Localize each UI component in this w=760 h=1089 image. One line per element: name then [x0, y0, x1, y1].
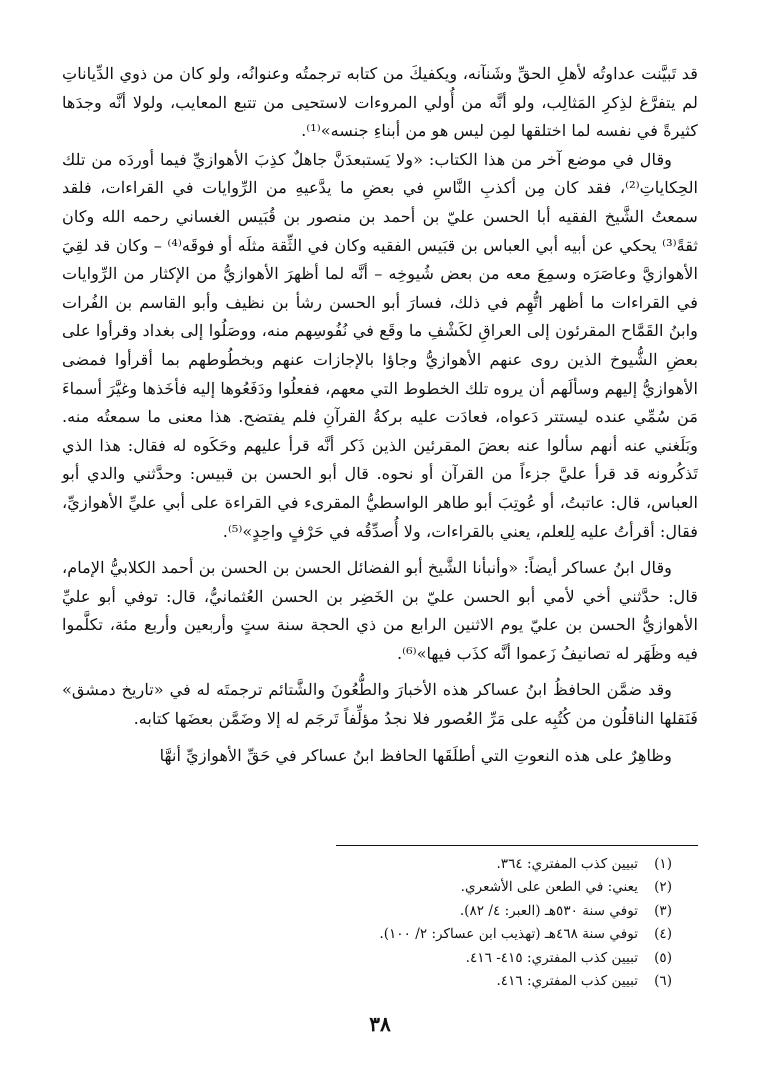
- footnote: [62, 853, 698, 876]
- footnote-number: (٥): [654, 949, 672, 966]
- paragraph-4: وقد ضمَّن الحافظُ ابنُ عساكر هذه الأخبارَ والطُّعُونَ والشَّتائم ترجمتَه له في «تاريخ دمشق» فَنَقلها الناقلُون من كُتُبِه على مَرِّ العُصور فلا نجدُ مؤلِّفاً تَرجَم له إلا وضَمَّن بعضَها كتابه.: [62, 680, 698, 729]
- footnote-number: (٦): [654, 973, 672, 990]
- footnote-text: توفي سنة ٤٦٨هـ (تهذيب ابن عساكر: ٢/ ١٠٠).: [379, 926, 638, 943]
- main-text: [62, 60, 698, 770]
- footnote: [62, 923, 698, 946]
- footnote-number: (١): [654, 856, 672, 872]
- footnote: [62, 970, 698, 993]
- footnote-text: توفي سنة ٥٣٠هـ (العبر: ٤/ ٨٢).: [459, 902, 638, 919]
- footnote-number: (٣): [654, 902, 672, 919]
- footnote-text: تبيين كذب المفتري: ٣٦٤.: [496, 856, 638, 872]
- paragraph-1: قد تَبيَّنت عداوتُه لأهلِ الحقِّ وشَنآنه، ويكفيكَ من كتابه ترجمتُه وعنوانُه، ولو كان من ذوي الدِّياناتِ لم يتفرَّغ لذِكرِ المَثالِب، ولو أنَّه من أُولي المروءات لاستحيى من تتبع المعايب، ولولا أنَّه وجدَها كثيرةً في نفسه لما اختلقها لمِن ليس هو من أبناءِ جنسه»⁽¹⁾.: [62, 64, 698, 141]
- paragraph-5: وظاهِرٌ على هذه النعوتِ التي أطلَقَها الحافظ ابنُ عساكر في حَقِّ الأهوازيِّ أنهَّا: [159, 745, 672, 765]
- footnote: [62, 876, 698, 899]
- paragraph-2: وقال في موضع آخر من هذا الكتاب: «ولا يَستبعدَنَّ جاهلٌ كذِبَ الأهوازيِّ فيما أوردَه من تلك الحِكاياتِ⁽²⁾، فقد كان مِن أكذبِ النَّاسِ في بعضِ ما يدَّعيهِ من الرِّوايات في القراءات، فلقد سمعتُ الشَّيخ الفقيه أبا الحسن عليّ بن أحمد بن منصور بن قُبَيس الغساني رحمه الله وكان ثقةً⁽³⁾ يحكي عن أبيه أبي العباس بن قبَيس الفقيه وكان في الثِّقة مثلَه أو فوقَه⁽⁴⁾ – وكان قد لقِيَ الأهوازيَّ وعاصَرَه وسمِعَ معه من بعض شُيوخِه – أنَّه لما أظهرَ الأهوازيُّ من الإكثار من الرِّوايات في القراءات ما أظهر اتُّهِم في ذلك، فسارَ أبو الحسن رشأ بن نظيف وأبو القاسم بن الفُرات وابنُ القَمَّاح المقرئون إلى العراقِ لكَشْفِ ما وقَع في نُفُوسِهم منه، ووصَلُوا إلى بغداد وقرأوا على بعضِ الشُّيوخ الذين روى عنهم الأهوازيُّ وجاؤا بالإجازات عنهم وبخطُوطهم بما أقرأوا فمضى الأهوازيُّ إليهم وسألَهم أن يروه تلك الخطوط التي معهم، ففعلُوا ودَفَعُوها إليه فأخَذها وغيَّرَ أسماءَ مَن سُمِّي عنده ليستتر دَعواه، فعادَت عليه بركةُ القرآنِ فلم يفتضح. هذا معنى ما سمعتُه منه. وبَلَغني عنه أنهم سألوا عنه بعضَ المقرئين الذين ذَكر أنَّه قرأ عليهم وحَكَوه له فقال: هذا الذي تَذكُرونه قد قرأ عليَّ جزءاً من القرآن أو نحوه. قال أبو الحسن بن قبيس: وحدَّثني والدي أبو العباس، قال: عاتبتُ، أو عُوتِبَ أبو طاهر الواسطيُّ المقرىء في القراءة على أبي عليِّ الأهوازيِّ، فقال: أقرأتُ عليه لِلعلم، يعني بالقراءات، ولا أُصدِّقُه في حَرْفٍ واحِدٍ»⁽⁵⁾.: [62, 149, 698, 541]
- footnote-number: (٤): [654, 926, 672, 943]
- footnote-number: (٢): [654, 879, 672, 896]
- footnote-divider: [336, 845, 698, 846]
- footnote: [62, 947, 698, 970]
- paragraph-3: وقال ابنُ عساكر أيضاً: «وأنبأنا الشَّيخ أبو الفضائل الحسن بن الحسن بن أحمد الكلابيُّ الإمام، قال: حدَّثني أخي لأمي أبو الحسن عليّ بن الخَضِر بن الحسن العُثمانيُّ، قال: توفي أبو عليِّ الأهوازيُّ الحسن بن عليّ يوم الاثنين الرابع من ذي الحجة سنة ستٍ وأربعين وأربع مئة، تكلَّموا فيه وظَهَر له تصانيفُ زَعموا أنَّه كذَب فيها»⁽⁶⁾.: [62, 558, 698, 663]
- page-number: ٣٨: [369, 1012, 391, 1036]
- footnote-text: تبيين كذب المفتري: ٤١٦.: [496, 973, 638, 990]
- footnote-text: تبيين كذب المفتري: ٤١٥- ٤١٦.: [465, 949, 638, 966]
- footnote: [62, 900, 698, 923]
- footnotes: [62, 853, 698, 993]
- footnote-text: يعني: في الطعن على الأشعري.: [460, 879, 638, 896]
